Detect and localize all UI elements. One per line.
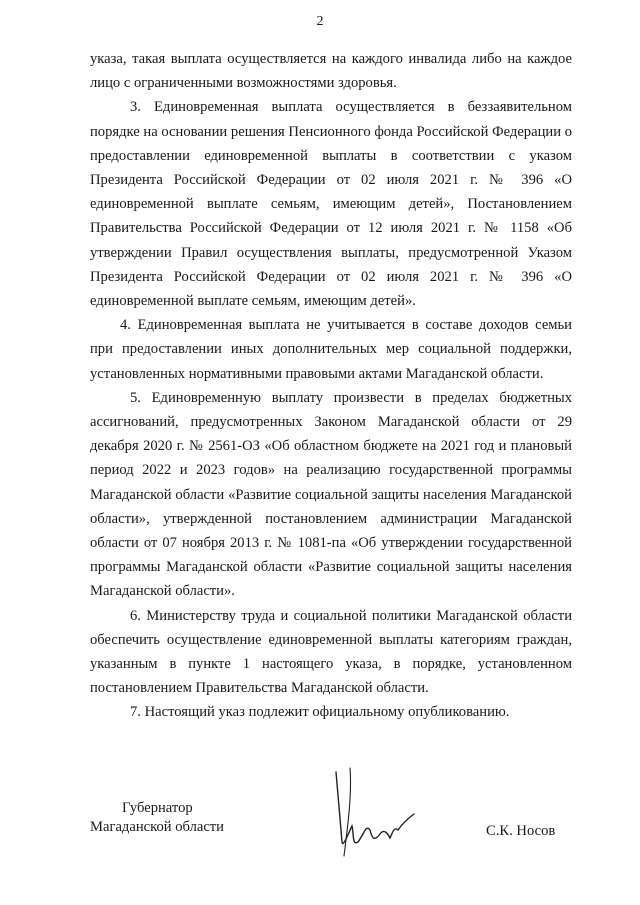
signatory-title-line-1: Губернатор [122, 800, 193, 816]
paragraph-7: 7. Настоящий указ подлежит официальному опубликованию. [130, 704, 510, 721]
signature-block [0, 794, 640, 894]
page-number: 2 [316, 14, 324, 29]
signatory-title-line-2: Магаданской области [90, 819, 224, 835]
handwritten-signature [328, 764, 418, 864]
paragraph-5: 5. Единовременную выплату произвести в пределах бюджетных ассигнований, предусмотренных Законом Магаданской области от 29 декабря 2020 г. № 2561-ОЗ «Об областном бюджете на 2021 год и плановый период 2022 и 2023 годов» на реализацию государственной программы Магаданской области «Развитие социальной защиты населения Магаданской области», утвержденной постановлением администрации Магаданской области от 07 ноября 2013 г. № 1081-па «Об утверждении государственной программы Магаданской области «Развитие социальной защиты населения Магаданской области». [90, 389, 572, 600]
paragraph-4: 4. Единовременная выплата не учитывается в составе доходов семьи при предоставлении иных дополнительных мер социальной поддержки, установленных нормативными правовыми актами Магаданской области. [90, 317, 572, 382]
signatory-name: С.К. Носов [486, 823, 556, 839]
paragraph-6: 6. Министерству труда и социальной политики Магаданской области обеспечить осуществление единовременной выплаты категориям граждан, указанным в пункте 1 настоящего указа, в порядке, установленном постановлением Правительства Магаданской области. [90, 607, 572, 697]
document-body [90, 47, 572, 725]
paragraph-continuation: указа, такая выплата осуществляется на каждого инвалида либо на каждое лицо с ограниченными возможностями здоровья. [90, 51, 572, 92]
paragraph-3: 3. Единовременная выплата осуществляется в беззаявительном порядке на основании решения Пенсионного фонда Российской Федерации о предоставлении единовременной выплаты в соответствии с указом Президента Российской Федерации от 02 июля 2021 г. № 396 «О единовременной выплате семьям, имеющим детей», Постановлением Правительства Российской Федерации от 12 июля 2021 г. № 1158 «Об утверждении Правил осуществления выплаты, предусмотренной Указом Президента Российской Федерации от 02 июля 2021 г. № 396 «О единовременной выплате семьям, имеющим детей». [90, 99, 572, 310]
